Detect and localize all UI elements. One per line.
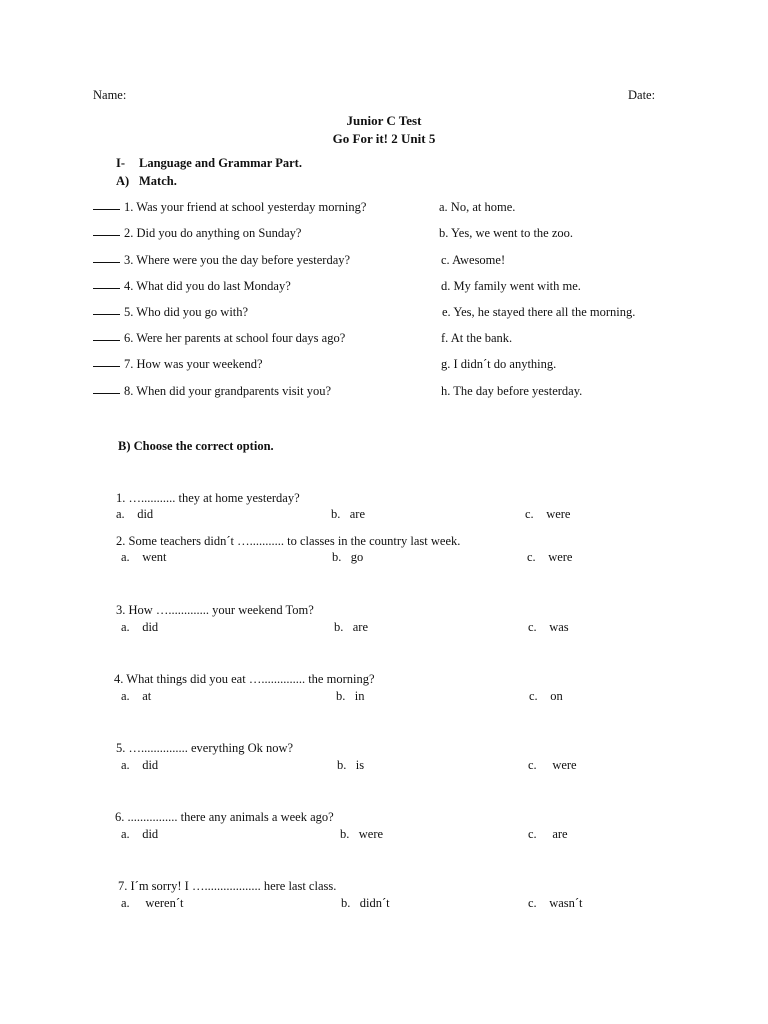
match-answer-c: c. Awesome! bbox=[441, 253, 506, 267]
choice-question-5: 5. …............... everything Ok now? bbox=[116, 741, 294, 755]
choice-question-6: 6. ................ there any animals a week ago? bbox=[115, 810, 334, 824]
option-b[interactable]: b. in bbox=[336, 689, 365, 703]
option-c[interactable]: c. were bbox=[525, 507, 571, 521]
match-question-5: 5. Who did you go with? bbox=[93, 305, 248, 320]
answer-blank[interactable] bbox=[93, 314, 120, 315]
option-c[interactable]: c. on bbox=[529, 689, 563, 703]
option-b[interactable]: b. go bbox=[332, 550, 364, 564]
match-question-6: 6. Were her parents at school four days ago? bbox=[93, 331, 345, 346]
option-b[interactable]: b. were bbox=[340, 827, 384, 841]
answer-blank[interactable] bbox=[93, 209, 120, 210]
part-a-heading: Match. bbox=[139, 174, 177, 188]
match-answer-b: b. Yes, we went to the zoo. bbox=[439, 226, 574, 240]
choice-question-2: 2. Some teachers didn´t …........... to classes in the country last week. bbox=[116, 534, 461, 548]
option-c[interactable]: c. were bbox=[527, 550, 573, 564]
option-a[interactable]: a. did bbox=[121, 620, 159, 634]
match-question-8: 8. When did your grandparents visit you? bbox=[93, 384, 331, 399]
match-answer-d: d. My family went with me. bbox=[441, 279, 581, 293]
answer-blank[interactable] bbox=[93, 288, 120, 289]
option-b[interactable]: b. didn´t bbox=[341, 896, 390, 910]
option-b[interactable]: b. are bbox=[334, 620, 369, 634]
option-a[interactable]: a. weren´t bbox=[121, 896, 184, 910]
choice-question-7: 7. I´m sorry! I ….................. here last class. bbox=[118, 879, 337, 893]
match-answer-f: f. At the bank. bbox=[441, 331, 513, 345]
option-c[interactable]: c. was bbox=[528, 620, 569, 634]
answer-blank[interactable] bbox=[93, 393, 120, 394]
test-title: Junior C Test bbox=[346, 113, 422, 128]
option-c[interactable]: c. wasn´t bbox=[528, 896, 583, 910]
match-question-7: 7. How was your weekend? bbox=[93, 357, 263, 372]
match-question-2: 2. Did you do anything on Sunday? bbox=[93, 226, 301, 241]
match-answer-h: h. The day before yesterday. bbox=[441, 384, 583, 398]
part-a-letter: A) bbox=[116, 174, 130, 188]
answer-blank[interactable] bbox=[93, 262, 120, 263]
option-a[interactable]: a. did bbox=[116, 507, 154, 521]
answer-blank[interactable] bbox=[93, 340, 120, 341]
match-question-4: 4. What did you do last Monday? bbox=[93, 279, 291, 294]
option-a[interactable]: a. went bbox=[121, 550, 167, 564]
name-label: Name: bbox=[93, 88, 127, 102]
match-question-1: 1. Was your friend at school yesterday morning? bbox=[93, 200, 366, 215]
answer-blank[interactable] bbox=[93, 366, 120, 367]
match-answer-g: g. I didn´t do anything. bbox=[441, 357, 557, 371]
match-answer-e: e. Yes, he stayed there all the morning. bbox=[442, 305, 636, 319]
test-subtitle: Go For it! 2 Unit 5 bbox=[332, 131, 436, 146]
section-numeral: I- bbox=[116, 156, 126, 170]
choice-question-3: 3. How …............. your weekend Tom? bbox=[116, 603, 314, 617]
match-question-3: 3. Where were you the day before yesterday? bbox=[93, 253, 350, 268]
match-answer-a: a. No, at home. bbox=[439, 200, 516, 214]
option-b[interactable]: b. are bbox=[331, 507, 366, 521]
option-c[interactable]: c. are bbox=[528, 827, 568, 841]
option-a[interactable]: a. did bbox=[121, 827, 159, 841]
choice-question-4: 4. What things did you eat ….............. the morning? bbox=[114, 672, 375, 686]
part-b-heading: B) Choose the correct option. bbox=[118, 439, 274, 453]
option-a[interactable]: a. at bbox=[121, 689, 152, 703]
option-b[interactable]: b. is bbox=[337, 758, 365, 772]
option-a[interactable]: a. did bbox=[121, 758, 159, 772]
section-heading: Language and Grammar Part. bbox=[139, 156, 302, 170]
choice-question-1: 1. …........... they at home yesterday? bbox=[116, 491, 300, 505]
option-c[interactable]: c. were bbox=[528, 758, 577, 772]
answer-blank[interactable] bbox=[93, 235, 120, 236]
date-label: Date: bbox=[628, 88, 656, 102]
